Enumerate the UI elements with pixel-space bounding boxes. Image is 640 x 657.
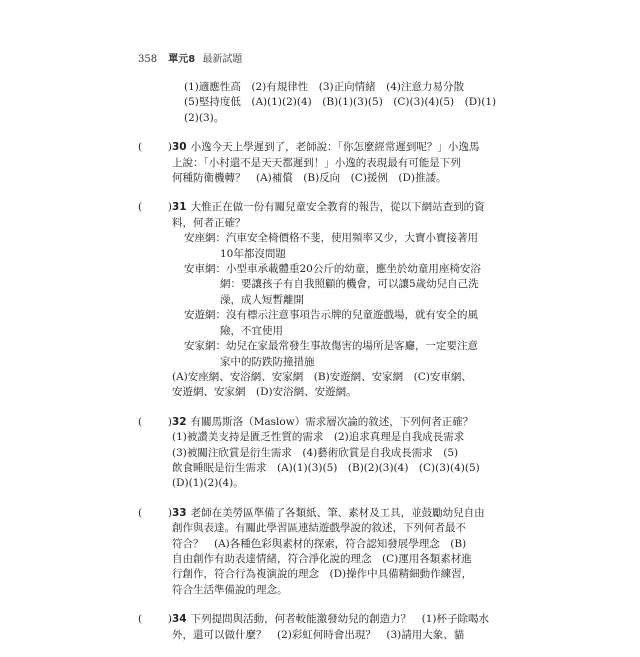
question-33: ( ) 33 老師在美勞區準備了各類紙、筆、素材及工具，並鼓勵幼兒自由 創作與表達。有關此學習區連結遊戲學說的敘述，下列何者最不 符合？ (A)各種色彩與素材的探索，符合認知發展學理念 (B) 自由創作有助表達情緒，符合淨化說的理念 (C)運用各類素材進 行創作，符合行為複演說的理念 (D)操作中具備精細動作練習， 符合生活準備說的理念。: [138, 506, 498, 598]
answer-blank[interactable]: ( ): [138, 613, 172, 626]
section-title: 最新試題: [202, 54, 243, 65]
site-item: 安家網：幼兒在家最常發生事故傷害的場所是客廳，一定要注意: [184, 340, 478, 353]
answer-blank[interactable]: ( ): [138, 415, 172, 428]
question-34: ( ) 34 下列提問與活動，何者較能激發幼兒的創造力？ (1)杯子除喝水 外，還可以做什麼？ (2)彩虹何時會出現？ (3)請用大象、貓: [138, 612, 498, 643]
page-header: [138, 50, 242, 65]
question-line: (3)被關注欣賞是衍生需求 (4)藝術欣賞是自我成長需求 (5): [172, 446, 459, 459]
site-item-cont: 10年都沒問題: [220, 247, 286, 260]
question-line: (1)被讚美支持是匱乏性質的需求 (2)追求真理是自我成長需求: [172, 431, 465, 444]
question-options: 安遊網、安家網 (D)安浴網、安遊網。: [172, 386, 357, 399]
site-list: [172, 231, 498, 370]
site-item: 安車網：小型車承載體重20公斤的幼童，應坐於幼童用座椅安浴: [184, 263, 481, 276]
question-line: 符合生活準備說的理念。: [172, 583, 288, 596]
question-number: 31: [172, 201, 187, 214]
question-number: 34: [172, 613, 187, 626]
question-line: 自由創作有助表達情緒，符合淨化說的理念 (C)運用各類素材進: [172, 552, 472, 565]
unit-label: 單元8: [168, 54, 196, 65]
question-list: [138, 80, 498, 657]
question-line: (2)(3)。: [184, 111, 225, 124]
question-line: 料，何者正確？: [172, 216, 246, 229]
site-item-cont: 網：要讓孩子有自我照顧的機會，可以讓5歲幼兒自己洗: [220, 278, 479, 291]
question-line: 上說：「小村還不是天天都遲到！」小逸的表現最有可能是下列: [172, 156, 461, 169]
question-options: (A)安座網、安浴網、安家網 (B)安遊網、安家網 (C)安車網、: [172, 370, 472, 383]
question-line: 符合？ (A)各種色彩與素材的探索，符合認知發展學理念 (B): [172, 537, 467, 550]
question-line: (1)適應性高 (2)有規律性 (3)正向情緒 (4)注意力易分散: [184, 81, 464, 93]
question-number: 30: [172, 141, 187, 154]
question-line: 外，還可以做什麼？ (2)彩虹何時會出現？ (3)請用大象、貓: [172, 628, 465, 641]
site-item-cont: 家中的防跌防撞措施: [220, 355, 315, 368]
site-item-cont: 險，不宜使用: [220, 324, 283, 337]
question-32: ( ) 32 有關馬斯洛（Maslow）需求層次論的敘述，下列何者正確？ (1)被讚美支持是匱乏性質的需求 (2)追求真理是自我成長需求 (3)被關注欣賞是衍生需求 (4)藝術欣賞是自我成長需求 (5) 飲食睡眠是衍生需求 (A)(1)(3)(5) (B)(2)(3)(4) (C)(3)(4)(5) (D)(1)(2)(4)。: [138, 415, 498, 492]
site-item-cont: 澡，成人短暫離開: [220, 293, 304, 306]
question-29-tail: [184, 80, 498, 126]
question-31: ( ) 31 大惟正在做一份有關兒童安全教育的報告，從以下網站查到的資 料，何者正確？ 安座網：汽車安全椅價格不斐，使用頻率又少，大寶小寶接著用 10年都沒問題 安車網：小型車承載體重20公斤的幼童，應坐於幼童用座椅安浴 網：要讓孩子有自我照顧的機會，可以讓5歲幼兒自己洗 澡，成人短暫離開 安遊網：沒有標示注意事項告示牌的兒童遊戲場，就有安全的風 險，不宜使用 安家網：幼兒在家最常發生事故傷害的場所是客廳，一定要注意 家中的防跌防撞措施 (A)安座網、安浴網、安家網 (B)安遊網、安家網 (C)安車網、 安遊網、安家網 (D)安浴網、安遊網。: [138, 200, 498, 400]
question-number: 33: [172, 506, 187, 519]
question-line: (D)(1)(2)(4)。: [172, 477, 244, 490]
question-number: 32: [172, 415, 187, 428]
question-line: 創作與表達。有關此學習區連結遊戲學說的敘述，下列何者最不: [172, 522, 466, 535]
answer-blank[interactable]: ( ): [138, 201, 172, 214]
page-number: 358: [138, 54, 158, 65]
site-item: 安遊網：沒有標示注意事項告示牌的兒童遊戲場，就有安全的風: [184, 309, 478, 322]
question-line: 何種防衛機轉？ (A)補償 (B)反向 (C)援例 (D)推諉。: [172, 172, 447, 185]
question-30: ( ) 30 小逸今天上學遲到了，老師說：「你怎麼經常遲到呢？」小逸馬 上說：「小村還不是天天都遲到！」小逸的表現最有可能是下列 何種防衛機轉？ (A)補償 (B)反向 (C)援例 (D)推諉。: [138, 140, 498, 186]
answer-blank[interactable]: ( ): [138, 141, 172, 154]
answer-blank[interactable]: ( ): [138, 506, 172, 519]
question-line: 飲食睡眠是衍生需求 (A)(1)(3)(5) (B)(2)(3)(4) (C)(3)(4)(5): [172, 461, 480, 474]
site-item: 安座網：汽車安全椅價格不斐，使用頻率又少，大寶小寶接著用: [184, 232, 478, 245]
question-line: (5)堅持度低 (A)(1)(2)(4) (B)(1)(3)(5) (C)(3)(4)(5) (D)(1): [184, 96, 497, 109]
question-line: 行創作，符合行為複演說的理念 (D)操作中具備精細動作練習，: [172, 568, 473, 581]
